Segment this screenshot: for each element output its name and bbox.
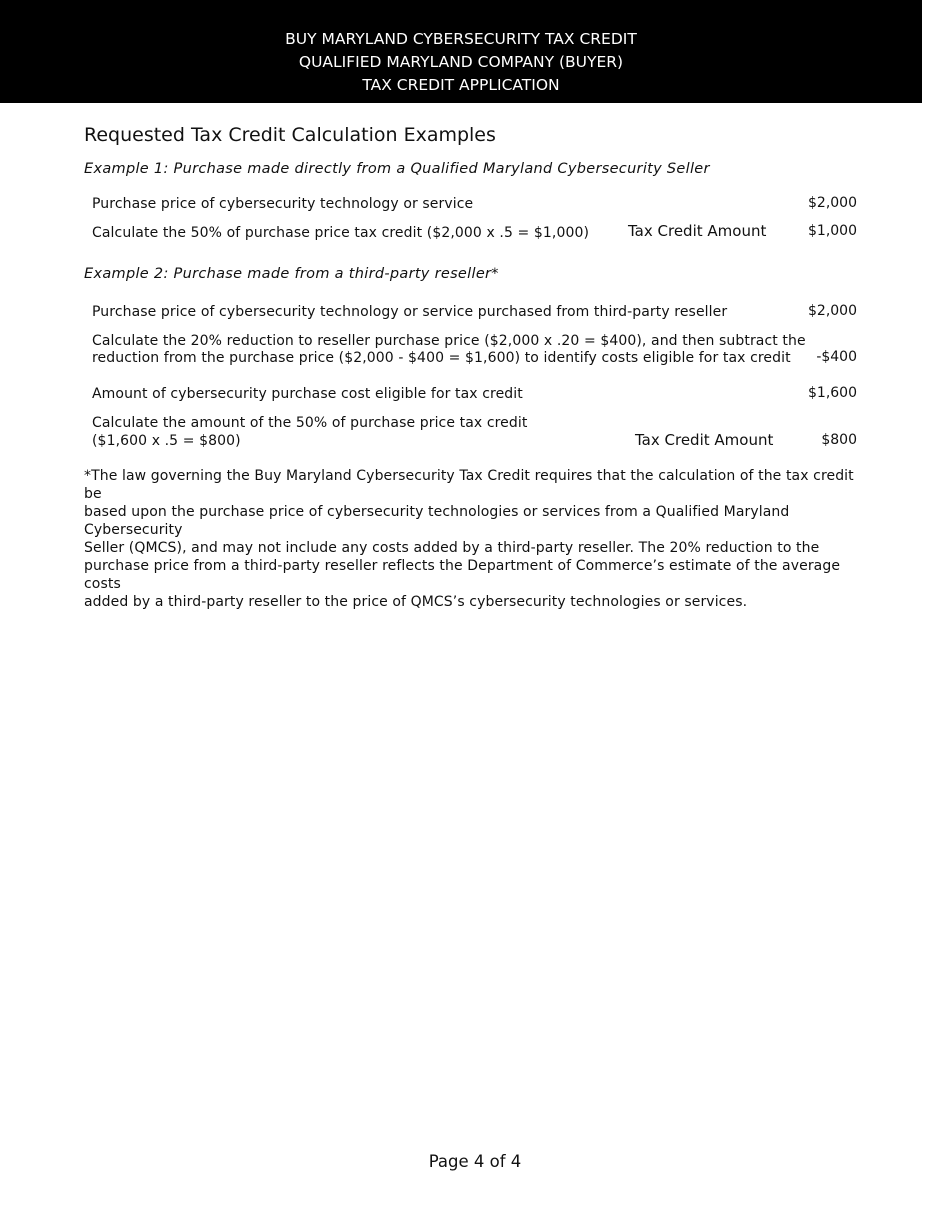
example-2-tax-credit-label: Tax Credit Amount (635, 431, 774, 449)
footnote-line-3: Seller (QMCS), and may not include any costs added by a third-party reseller. The 20% reduction to the (84, 540, 820, 556)
example-1-row-2-amount: $1,000 (808, 223, 857, 239)
example-2-row-1-text: Purchase price of cybersecurity technology or service purchased from third-party reseller (92, 304, 728, 320)
header-line-3: TAX CREDIT APPLICATION (362, 76, 560, 94)
footnote-line-1: *The law governing the Buy Maryland Cybersecurity Tax Credit requires that the calculation of the tax credit be (84, 468, 854, 502)
example-1-tax-credit-label: Tax Credit Amount (628, 222, 767, 240)
footnote-line-2: based upon the purchase price of cybersecurity technologies or services from a Qualified Maryland Cybersecurity (84, 504, 790, 538)
example-2-row-4-line-1: Calculate the amount of the 50% of purchase price tax credit (92, 415, 528, 431)
example-2-row-1-amount: $2,000 (808, 303, 857, 319)
example-1-row-1-amount: $2,000 (808, 195, 857, 211)
page-number: Page 4 of 4 (428, 1152, 522, 1171)
footnote-line-5: added by a third-party reseller to the price of QMCS’s cybersecurity technologies or services. (84, 594, 748, 610)
example-1-heading: Example 1: Purchase made directly from a Qualified Maryland Cybersecurity Seller (84, 161, 710, 177)
header-line-2: QUALIFIED MARYLAND COMPANY (BUYER) (298, 53, 624, 71)
document-header (0, 0, 922, 103)
example-2-row-4-line-2: ($1,600 x .5 = $800) (92, 433, 241, 449)
example-1-row-2-text: Calculate the 50% of purchase price tax credit ($2,000 x .5 = $1,000) (92, 225, 590, 241)
footnote (84, 467, 874, 611)
example-2-heading: Example 2: Purchase made from a third-party reseller* (84, 266, 499, 282)
example-2-row-2-line-1: Calculate the 20% reduction to reseller purchase price ($2,000 x .20 = $400), and then subtract the (92, 333, 806, 349)
example-1-row-1-text: Purchase price of cybersecurity technology or service (92, 196, 474, 212)
header-line-1: BUY MARYLAND CYBERSECURITY TAX CREDIT (285, 30, 637, 48)
example-2-row-2-amount: -$400 (816, 349, 857, 365)
example-2-row-3-amount: $1,600 (808, 385, 857, 401)
section-title: Requested Tax Credit Calculation Examples (84, 124, 496, 146)
example-2-row-4-amount: $800 (821, 432, 857, 448)
example-2-row-3-text: Amount of cybersecurity purchase cost eligible for tax credit (92, 386, 523, 402)
footnote-line-4: purchase price from a third-party reseller reflects the Department of Commerce’s estimate of the average costs (84, 558, 841, 592)
example-2-row-2-line-2: reduction from the purchase price ($2,000 - $400 = $1,600) to identify costs eligible for tax credit (92, 350, 791, 366)
